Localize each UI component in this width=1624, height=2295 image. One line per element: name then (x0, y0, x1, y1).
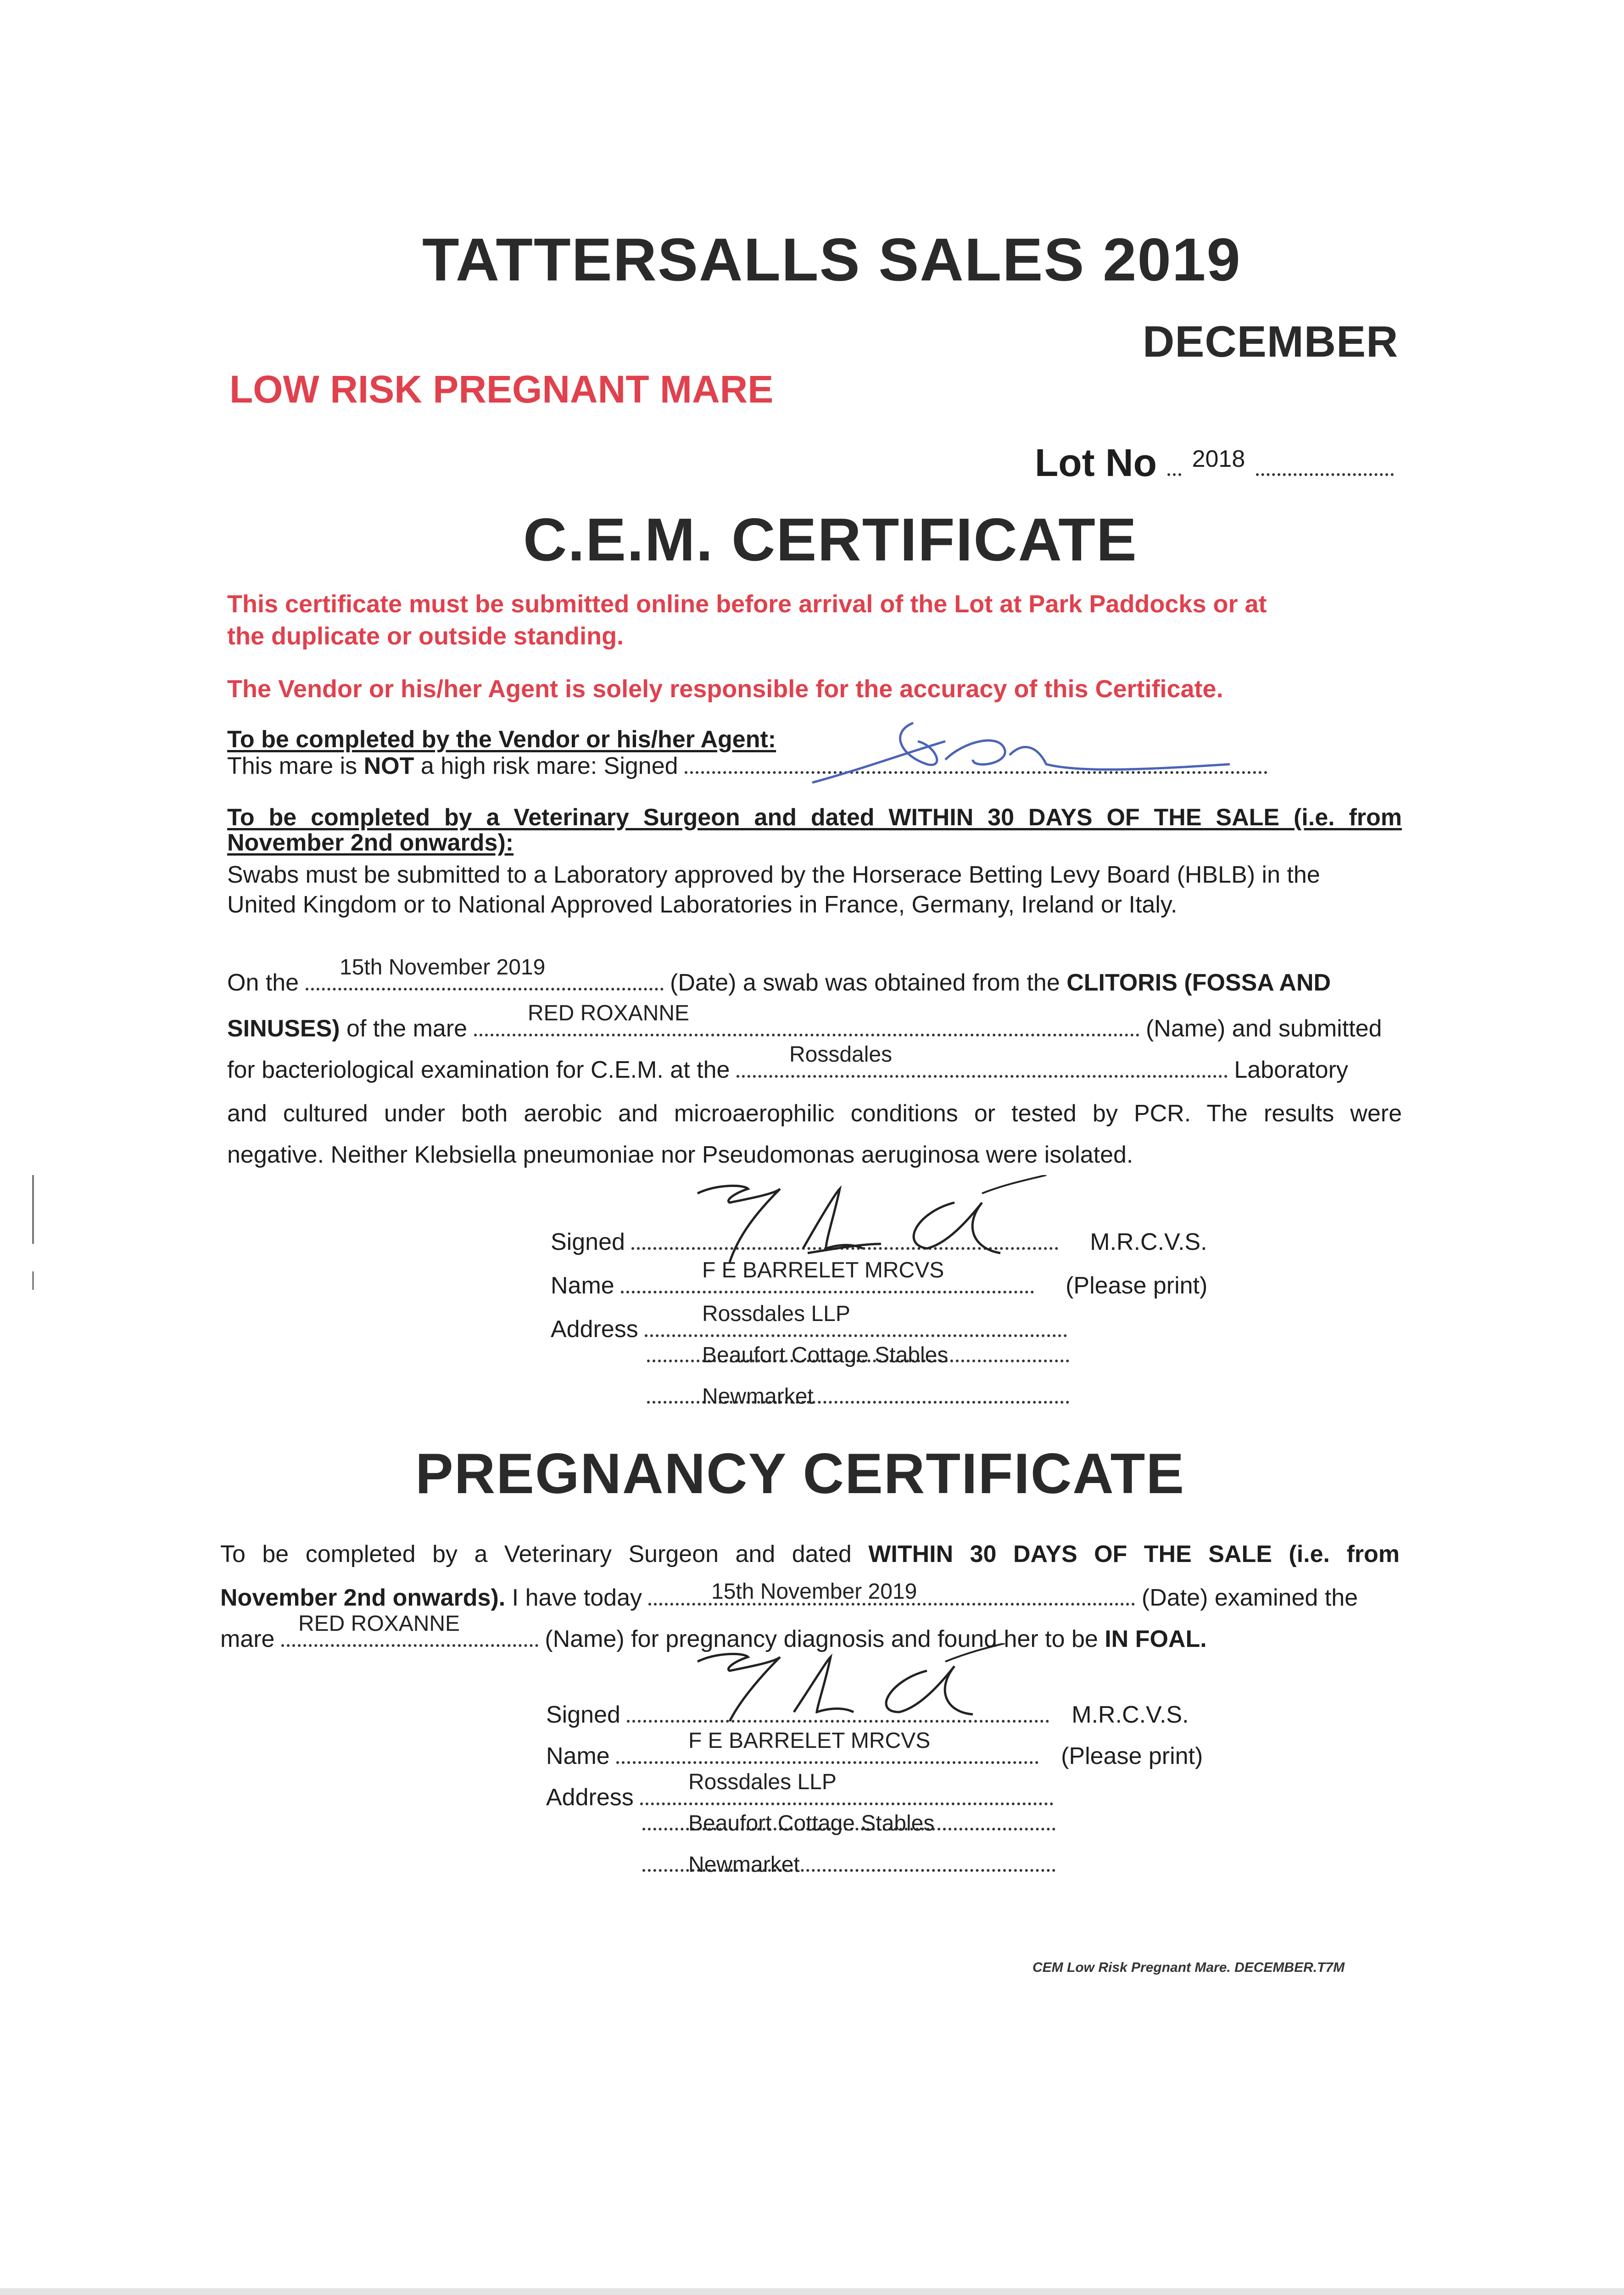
sinuses-label: SINUSES) (227, 1015, 340, 1042)
lot-dots-lead (1167, 473, 1181, 476)
mare-name-line (227, 1014, 1382, 1043)
preg-please-print: (Please print) (1061, 1743, 1203, 1769)
cem-address-label: Address (551, 1316, 638, 1343)
preg-mare-label: mare (220, 1626, 275, 1652)
cem-mare-name-value: RED ROXANNE (528, 1001, 690, 1025)
swab-date-value: 15th November 2019 (340, 955, 546, 980)
preg-address-dots-1 (640, 1802, 1053, 1805)
lot-label: Lot No (1035, 441, 1157, 484)
preg-mare-dots (281, 1644, 538, 1647)
preg-address-line-2: Beaufort Cottage Stables (688, 1811, 935, 1836)
preg-signed-label: Signed (546, 1702, 620, 1728)
cem-address-line-2: Beaufort Cottage Stables (702, 1343, 949, 1367)
negative-results-text: negative. Neither Klebsiella pneumoniae nor Pseudomonas aeruginosa were isolated. (227, 1142, 1133, 1168)
document-title: TATTERSALLS SALES 2019 (422, 226, 1241, 293)
lot-dots-trail (1256, 473, 1394, 476)
preg-mrcvs-label: M.R.C.V.S. (1072, 1702, 1189, 1728)
preg-vet-name-value: F E BARRELET MRCVS (688, 1729, 931, 1753)
cem-address-dots-1 (645, 1334, 1067, 1337)
cem-vet-signature (688, 1175, 1065, 1267)
laboratory-line (227, 1056, 1348, 1084)
preg-line3-post: (Name) for pregnancy diagnosis and found her to be (545, 1626, 1105, 1652)
submission-notice: This certificate must be submitted online before arrival of the Lot at Park Paddocks or at (227, 590, 1267, 618)
cem-mrcvs-label: M.R.C.V.S. (1090, 1229, 1207, 1255)
swab-date-dots (306, 988, 664, 991)
preg-name-label: Name (546, 1743, 610, 1769)
date-suffix-bold: CLITORIS (FOSSA AND (1066, 969, 1331, 996)
swabs-text-2: United Kingdom or to National Approved Laboratories in France, Germany, Ireland or Italy. (227, 891, 1178, 918)
vendor-line-not: NOT (363, 753, 414, 779)
vendor-line-post: a high risk mare: Signed (414, 753, 678, 779)
preg-vet-signature (688, 1643, 1010, 1726)
laboratory-dots (737, 1075, 1228, 1078)
date-suffix: (Date) a swab was obtained from the (670, 969, 1067, 996)
vet-section-heading-2: November 2nd onwards): (227, 829, 514, 856)
form-code: CEM Low Risk Pregnant Mare. DECEMBER.T7M (1032, 1960, 1345, 1975)
certificate-category: LOW RISK PREGNANT MARE (229, 368, 774, 411)
of-the-mare-label: of the mare (340, 1015, 468, 1042)
preg-mare-name-value: RED ROXANNE (298, 1612, 460, 1636)
scan-edge-bottom (0, 2288, 1624, 2295)
cem-address-line-1: Rossdales LLP (702, 1302, 850, 1326)
preg-line1-bold: WITHIN 30 DAYS OF THE SALE (868, 1541, 1272, 1567)
preg-line2-post: (Date) examined the (1141, 1584, 1358, 1611)
cem-vet-name-value: F E BARRELET MRCVS (702, 1258, 944, 1282)
scan-mark-left-2 (32, 1271, 34, 1290)
cem-address-line-3: Newmarket (702, 1384, 814, 1409)
vet-section-heading-1: To be completed by a Veterinary Surgeon and dated WITHIN 30 DAYS OF THE SALE (i.e. from (227, 804, 1402, 831)
vendor-signature (808, 714, 1248, 796)
cem-name-dots (621, 1291, 1034, 1293)
preg-address-line-3: Newmarket (688, 1853, 800, 1877)
preg-date-value: 15th November 2019 (711, 1579, 917, 1604)
cem-signed-label: Signed (551, 1229, 625, 1255)
laboratory-label: Laboratory (1234, 1057, 1348, 1083)
cultured-text: and cultured under both aerobic and microaerophilic conditions or tested by PCR. The results were (227, 1100, 1402, 1127)
cem-please-print: (Please print) (1066, 1272, 1208, 1299)
laboratory-value: Rossdales (789, 1042, 893, 1067)
on-the-label: On the (227, 969, 299, 996)
swabs-text-1: Swabs must be submitted to a Laboratory approved by the Horserace Betting Levy Board (HBLB) in the (227, 862, 1320, 888)
preg-line1-post: (i.e. from (1272, 1541, 1400, 1567)
preg-line2-bold: November 2nd onwards). (220, 1584, 506, 1611)
lot-value: 2018 (1192, 446, 1245, 472)
for-bact-label: for bacteriological examination for C.E.M. at the (227, 1057, 730, 1083)
name-submitted-label: (Name) and submitted (1145, 1015, 1382, 1042)
pregnancy-line-1 (220, 1540, 1400, 1568)
submission-notice-cont: the duplicate or outside standing. (227, 622, 624, 650)
vendor-line-pre: This mare is (227, 753, 364, 779)
preg-in-foal: IN FOAL. (1105, 1626, 1207, 1652)
preg-address-label: Address (546, 1784, 634, 1811)
scan-mark-left (32, 1175, 34, 1244)
pregnancy-heading: PREGNANCY CERTIFICATE (415, 1442, 1185, 1506)
preg-name-dots (616, 1761, 1038, 1764)
preg-line2-pre: I have today (505, 1584, 642, 1611)
preg-address-line-1: Rossdales LLP (688, 1770, 837, 1794)
responsibility-notice: The Vendor or his/her Agent is solely responsible for the accuracy of this Certificate. (227, 675, 1223, 703)
preg-line1-pre: To be completed by a Veterinary Surgeon and dated (220, 1541, 869, 1567)
vendor-section-heading: To be completed by the Vendor or his/her Agent: (227, 726, 776, 753)
mare-name-dots (474, 1034, 1139, 1036)
lot-number (1035, 441, 1394, 485)
cem-heading: C.E.M. CERTIFICATE (523, 506, 1138, 573)
sale-month: DECEMBER (1143, 317, 1399, 366)
cem-name-label: Name (551, 1272, 614, 1299)
